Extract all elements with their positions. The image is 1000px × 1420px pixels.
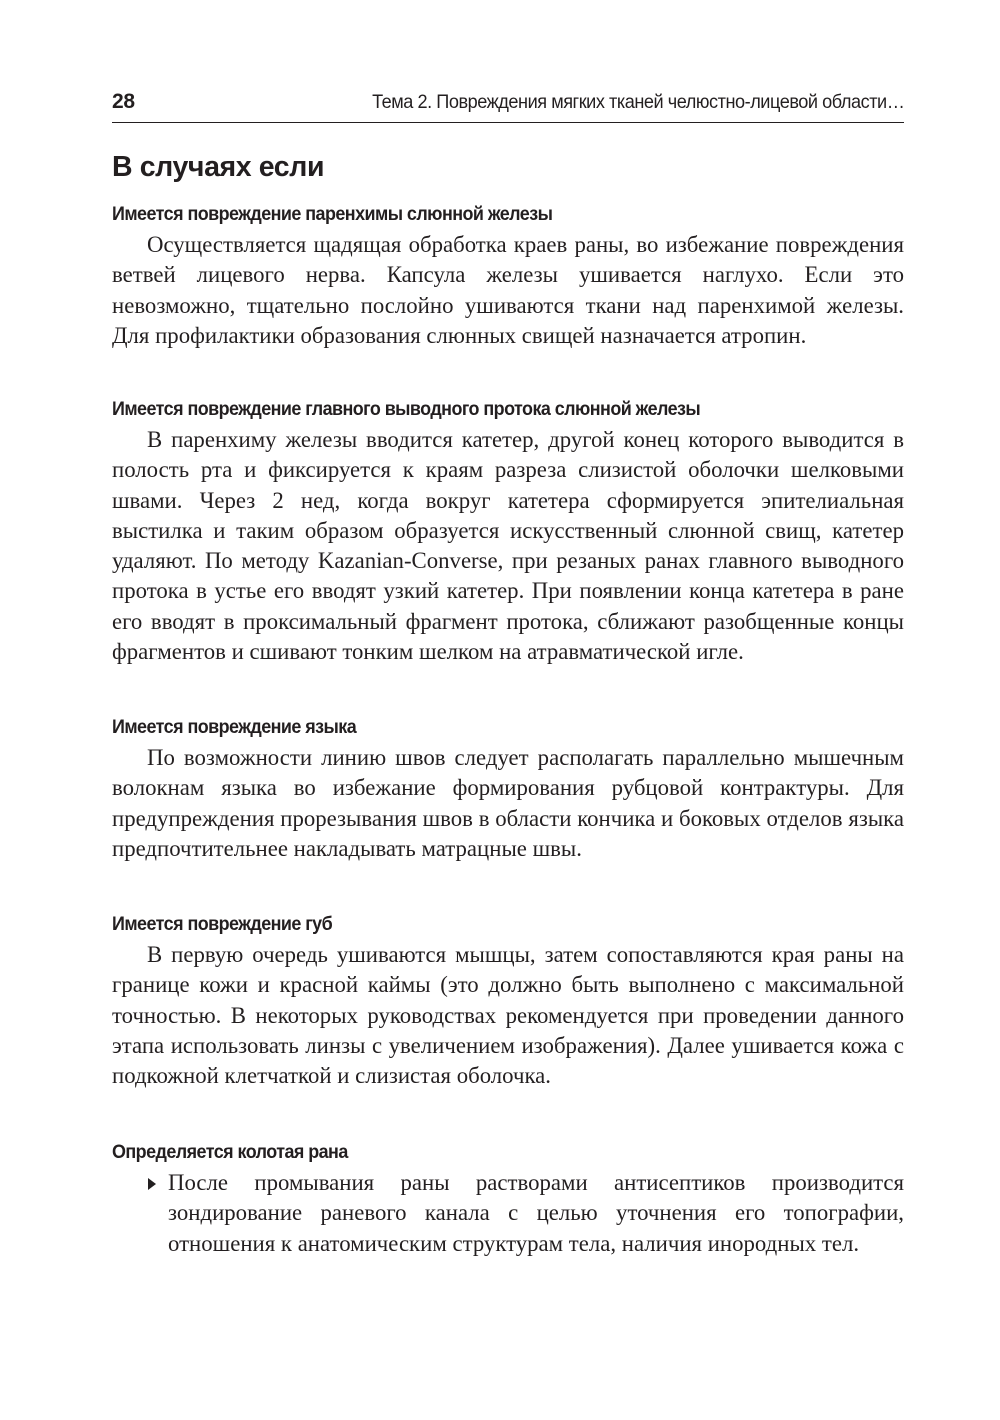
section-tongue — [112, 713, 904, 864]
section-heading: Имеется повреждение языка — [112, 716, 357, 738]
section-title: В случаях если — [112, 151, 325, 183]
section-main-duct — [112, 395, 904, 667]
section-puncture-wound — [112, 1138, 904, 1259]
section-parotid-parenchyma — [112, 200, 904, 351]
running-title: Тема 2. Повреждения мягких тканей челюстно-лицевой области… — [371, 91, 904, 113]
bullet-triangle-icon — [148, 1178, 156, 1190]
bullet-text: После промывания раны растворами антисептиков производится зондирование раневого канала с целью уточнения его топографии, отношения к анатомическим структурам тела, наличия инородных тел. — [168, 1170, 904, 1256]
section-heading: Имеется повреждение губ — [112, 913, 333, 935]
running-header — [112, 88, 904, 123]
section-lips — [112, 910, 904, 1091]
page-number: 28 — [112, 90, 135, 113]
section-heading: Имеется повреждение главного выводного протока слюнной железы — [112, 398, 701, 420]
section-paragraph: В паренхиму железы вводится катетер, другой конец которого выводится в полость рта и фиксируется к краям разреза слизистой оболочки шелковыми швами. Через 2 нед, когда вокруг катетера сформируется эпителиальная выстилка и таким образом образуется искусственный слюнной свищ, катетер удаляют. По методу Kazanian-Converse, при резаных ранах главного выводного протока в устье его вводят узкий катетер. При появлении конца катетера в ране его вводят в проксимальный фрагмент протока, сближают разобщенные концы фрагментов и сшивают тонким шелком на атравматической игле. — [112, 427, 904, 665]
bullet-list-item — [112, 1168, 904, 1259]
section-heading: Имеется повреждение паренхимы слюнной железы — [112, 203, 553, 225]
section-heading: Определяется колотая рана — [112, 1141, 348, 1163]
section-paragraph: Осуществляется щадящая обработка краев раны, во избежание повреждения ветвей лицевого нерва. Капсула железы ушивается наглухо. Если это невозможно, тщательно послойно ушиваются ткани над паренхимой железы. Для профилактики образования слюнных свищей назначается атропин. — [112, 232, 904, 348]
section-paragraph: По возможности линию швов следует располагать параллельно мышечным волокнам языка во избежание формирования рубцовой контрактуры. Для предупреждения прорезывания швов в области кончика и боковых отделов языка предпочтительнее накладывать матрацные швы. — [112, 745, 904, 861]
section-paragraph: В первую очередь ушиваются мышцы, затем сопоставляются края раны на границе кожи и красной каймы (это должно быть выполнено с максимальной точностью. В некоторых руководствах рекомендуется при проведении данного этапа использовать линзы с увеличением изображения). Далее ушивается кожа с подкожной клетчаткой и слизистая оболочка. — [112, 942, 904, 1089]
